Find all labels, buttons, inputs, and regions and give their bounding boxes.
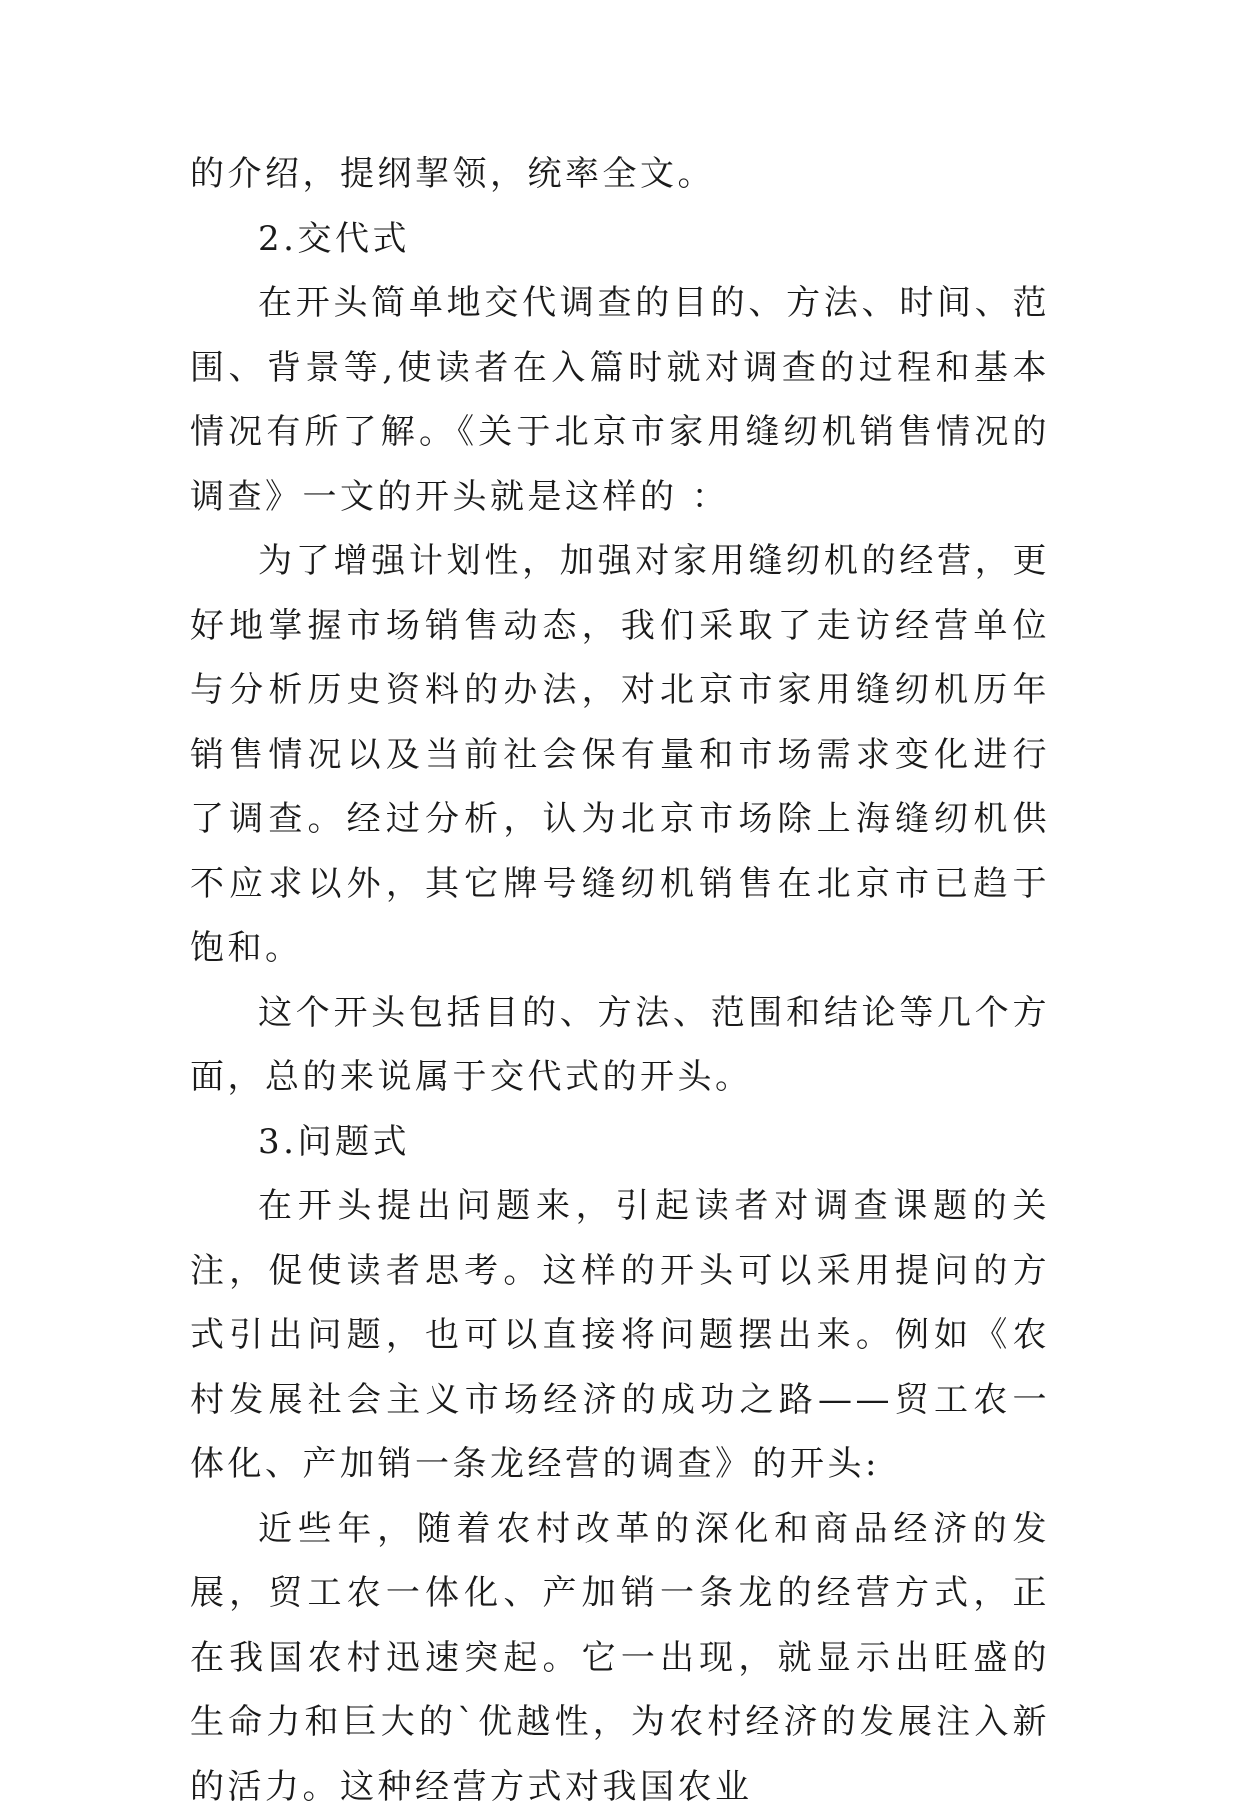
paragraph-wenti-description: 在开头提出问题来，引起读者对调查课题的关注，促使读者思考。这样的开头可以采用提问的方式引出问题，也可以直接将问题摆出来。例如《农村发展社会主义市场经济的成功之路——贸工农一体化、产加销一条龙经营的调查》的开头: — [190, 1174, 1050, 1497]
paragraph-rural-economy-quote: 近些年，随着农村改革的深化和商品经济的发展，贸工农一体化、产加销一条龙的经营方式，正在我国农村迅速突起。它一出现，就显示出旺盛的生命力和巨大的`优越性，为农村经济的发展注入新的活力。这种经营方式对我国农业 — [190, 1497, 1050, 1819]
section-heading-jiaodai: 2.交代式 — [190, 207, 1050, 272]
section-heading-wenti: 3.问题式 — [190, 1110, 1050, 1175]
paragraph-sewing-machine-quote: 为了增强计划性，加强对家用缝纫机的经营，更好地掌握市场销售动态，我们采取了走访经营单位与分析历史资料的办法，对北京市家用缝纫机历年销售情况以及当前社会保有量和市场需求变化进行了调查。经过分析，认为北京市场除上海缝纫机供不应求以外，其它牌号缝纫机销售在北京市已趋于饱和。 — [190, 529, 1050, 981]
paragraph-intro-tail: 的介绍，提纲挈领，统率全文。 — [190, 142, 1050, 207]
paragraph-jiaodai-description: 在开头简单地交代调查的目的、方法、时间、范围、背景等,使读者在入篇时就对调查的过程和基本情况有所了解。《关于北京市家用缝纫机销售情况的调查》一文的开头就是这样的 ： — [190, 271, 1050, 529]
paragraph-jiaodai-summary: 这个开头包括目的、方法、范围和结论等几个方面，总的来说属于交代式的开头。 — [190, 981, 1050, 1110]
document-page — [190, 142, 1050, 1819]
